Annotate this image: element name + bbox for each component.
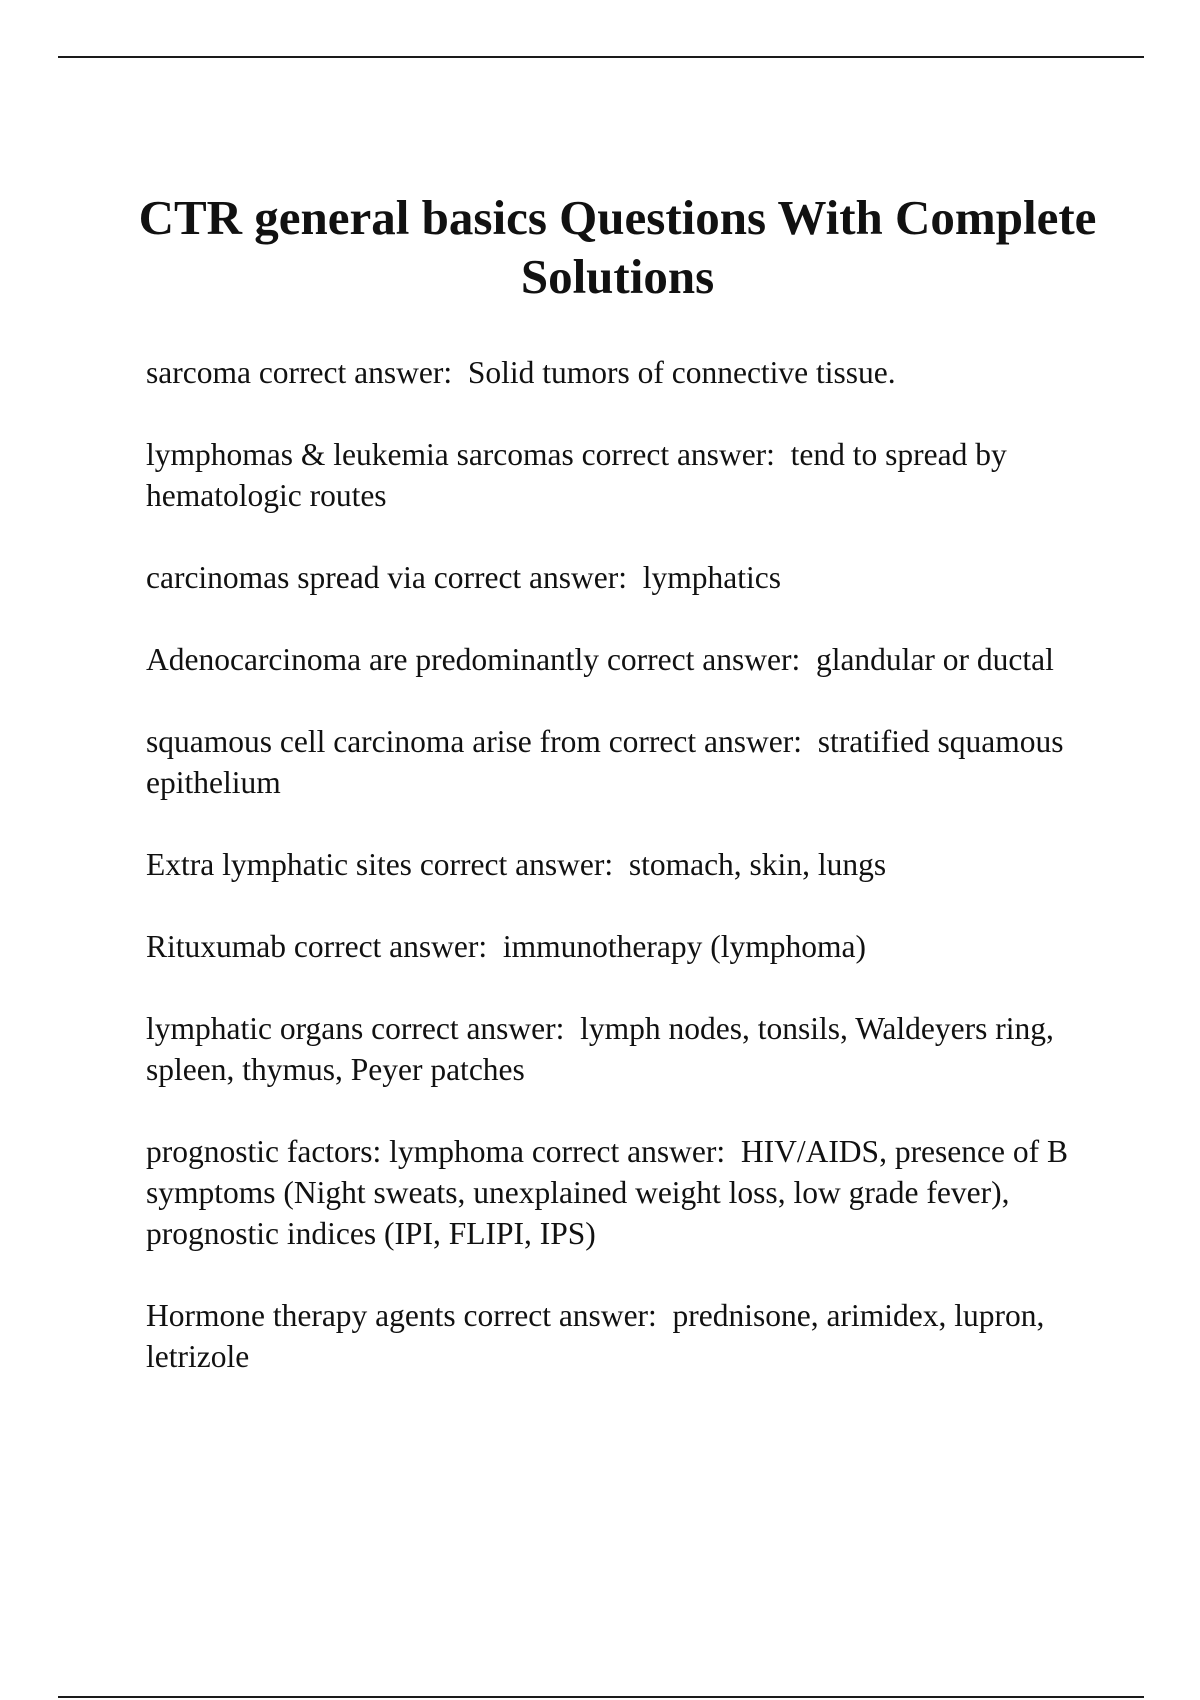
question-text: sarcoma (146, 355, 251, 390)
qa-item (146, 1131, 1086, 1254)
question-text: prognostic factors: lymphoma (146, 1134, 524, 1169)
answer-marker: correct answer: (463, 1298, 657, 1333)
qa-item (146, 1295, 1086, 1377)
question-text: lymphomas & leukemia sarcomas (146, 437, 574, 472)
answer-marker: correct answer: (419, 847, 614, 882)
answer-marker: correct answer: (606, 642, 801, 677)
answer-marker: correct answer: (258, 355, 453, 390)
qa-item (146, 844, 1086, 885)
answer-text: lymph nodes, tonsils, Waldeyers ring, spleen, thymus, Peyer patches (146, 1011, 1054, 1087)
answer-marker: correct answer: (371, 1011, 565, 1046)
answer-marker: correct answer: (433, 560, 628, 595)
qa-item (146, 926, 1086, 967)
answer-text: stomach, skin, lungs (628, 847, 887, 882)
qa-item (146, 557, 1086, 598)
qa-item (146, 1008, 1086, 1090)
answer-text: lymphatics (642, 560, 781, 595)
question-text: Hormone therapy agents (146, 1298, 456, 1333)
answer-text: stratified squamous epithelium (146, 724, 1064, 800)
answer-marker: correct answer: (581, 437, 775, 472)
question-text: Adenocarcinoma are predominantly (146, 642, 600, 677)
answer-text: immunotherapy (lymphoma) (502, 929, 866, 964)
answer-marker: correct answer: (293, 929, 488, 964)
question-text: carcinomas spread via (146, 560, 426, 595)
page-title: CTR general basics Questions With Complete Solutions (138, 190, 1097, 304)
bottom-rule (58, 1696, 1144, 1698)
answer-text: Solid tumors of connective tissue. (467, 355, 896, 390)
question-text: lymphatic organs (146, 1011, 364, 1046)
answer-marker: correct answer: (608, 724, 802, 759)
question-text: Extra lymphatic sites (146, 847, 412, 882)
answer-text: HIV/AIDS, presence of B symptoms (Night sweats, unexplained weight loss, low grade fever), prognostic indices (IPI, FLIPI, IPS) (146, 1134, 1068, 1251)
question-text: squamous cell carcinoma arise from (146, 724, 601, 759)
answer-marker: correct answer: (531, 1134, 726, 1169)
top-rule (58, 56, 1144, 58)
qa-list (146, 352, 1086, 1418)
qa-item (146, 434, 1086, 516)
qa-item (146, 352, 1086, 393)
answer-text: prednisone, arimidex, lupron, letrizole (146, 1298, 1045, 1374)
answer-text: glandular or ductal (815, 642, 1054, 677)
qa-item (146, 721, 1086, 803)
answer-text: tend to spread by hematologic routes (146, 437, 1007, 513)
question-text: Rituxumab (146, 929, 286, 964)
qa-item (146, 639, 1086, 680)
